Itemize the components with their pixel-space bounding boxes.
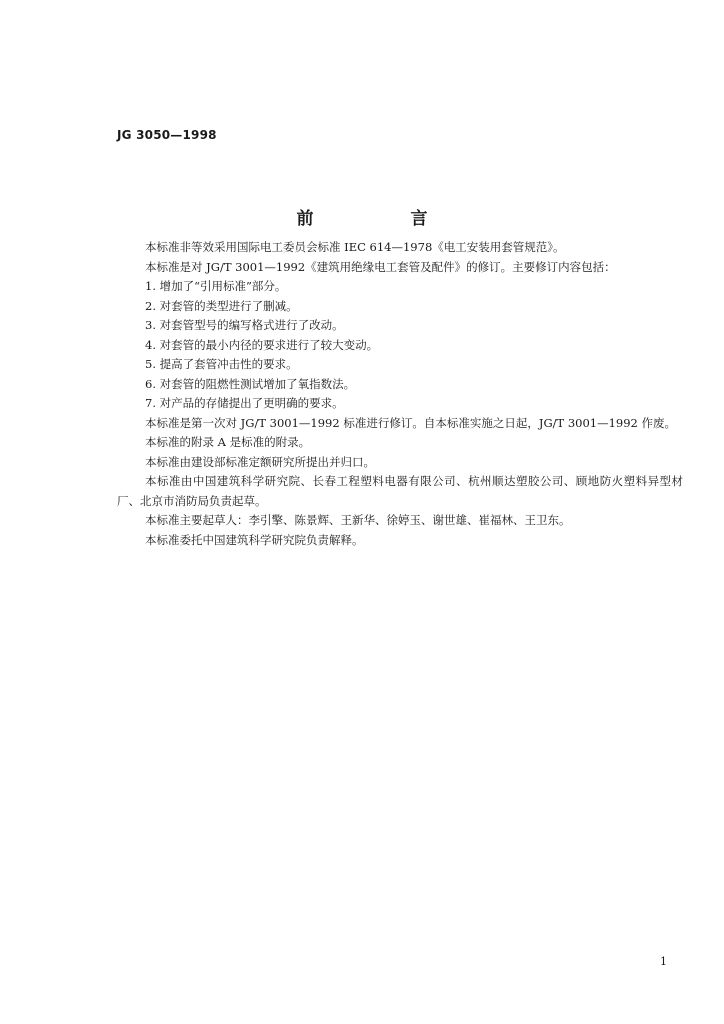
list-item: 7. 对产品的存储提出了更明确的要求。 bbox=[145, 396, 344, 410]
paragraph: 本标准由中国建筑科学研究院、长春工程塑料电器有限公司、杭州顺达塑胶公司、顾地防火塑料异型材厂、北京市消防局负责起草。 bbox=[117, 474, 683, 508]
paragraph: 本标准非等效采用国际电工委员会标准 IEC 614—1978《电工安装用套管规范》。 bbox=[145, 240, 565, 254]
standard-code: JG 3050—1998 bbox=[117, 128, 217, 142]
list-item: 5. 提高了套管冲击性的要求。 bbox=[145, 357, 298, 371]
paragraph: 本标准委托中国建筑科学研究院负责解释。 bbox=[145, 532, 364, 547]
page-title: 前 言 bbox=[296, 209, 468, 229]
paragraph: 本标准由建设部标准定额研究所提出并归口。 bbox=[145, 454, 375, 469]
preface-body bbox=[117, 238, 683, 550]
list-item: 6. 对套管的阻燃性测试增加了氧指数法。 bbox=[145, 376, 356, 391]
list-item: 4. 对套管的最小内径的要求进行了较大变动。 bbox=[145, 337, 379, 352]
list-item: 2. 对套管的类型进行了删减。 bbox=[145, 298, 298, 313]
list-item: 1. 增加了“引用标准”部分。 bbox=[145, 279, 287, 293]
paragraph: 本标准主要起草人：李引擎、陈景辉、王新华、徐婷玉、谢世雄、崔福林、王卫东。 bbox=[145, 513, 571, 527]
paragraph: 本标准是第一次对 JG/T 3001—1992 标准进行修订。自本标准实施之日起，JG/T 3001—1992 作废。 bbox=[145, 415, 677, 430]
paragraph: 本标准的附录 A 是标准的附录。 bbox=[145, 435, 311, 449]
paragraph: 本标准是对 JG/T 3001—1992《建筑用绝缘电工套管及配件》的修订。主要修订内容包括： bbox=[145, 259, 616, 274]
page-number: 1 bbox=[660, 955, 667, 968]
list-item: 3. 对套管型号的编写格式进行了改动。 bbox=[145, 318, 344, 332]
